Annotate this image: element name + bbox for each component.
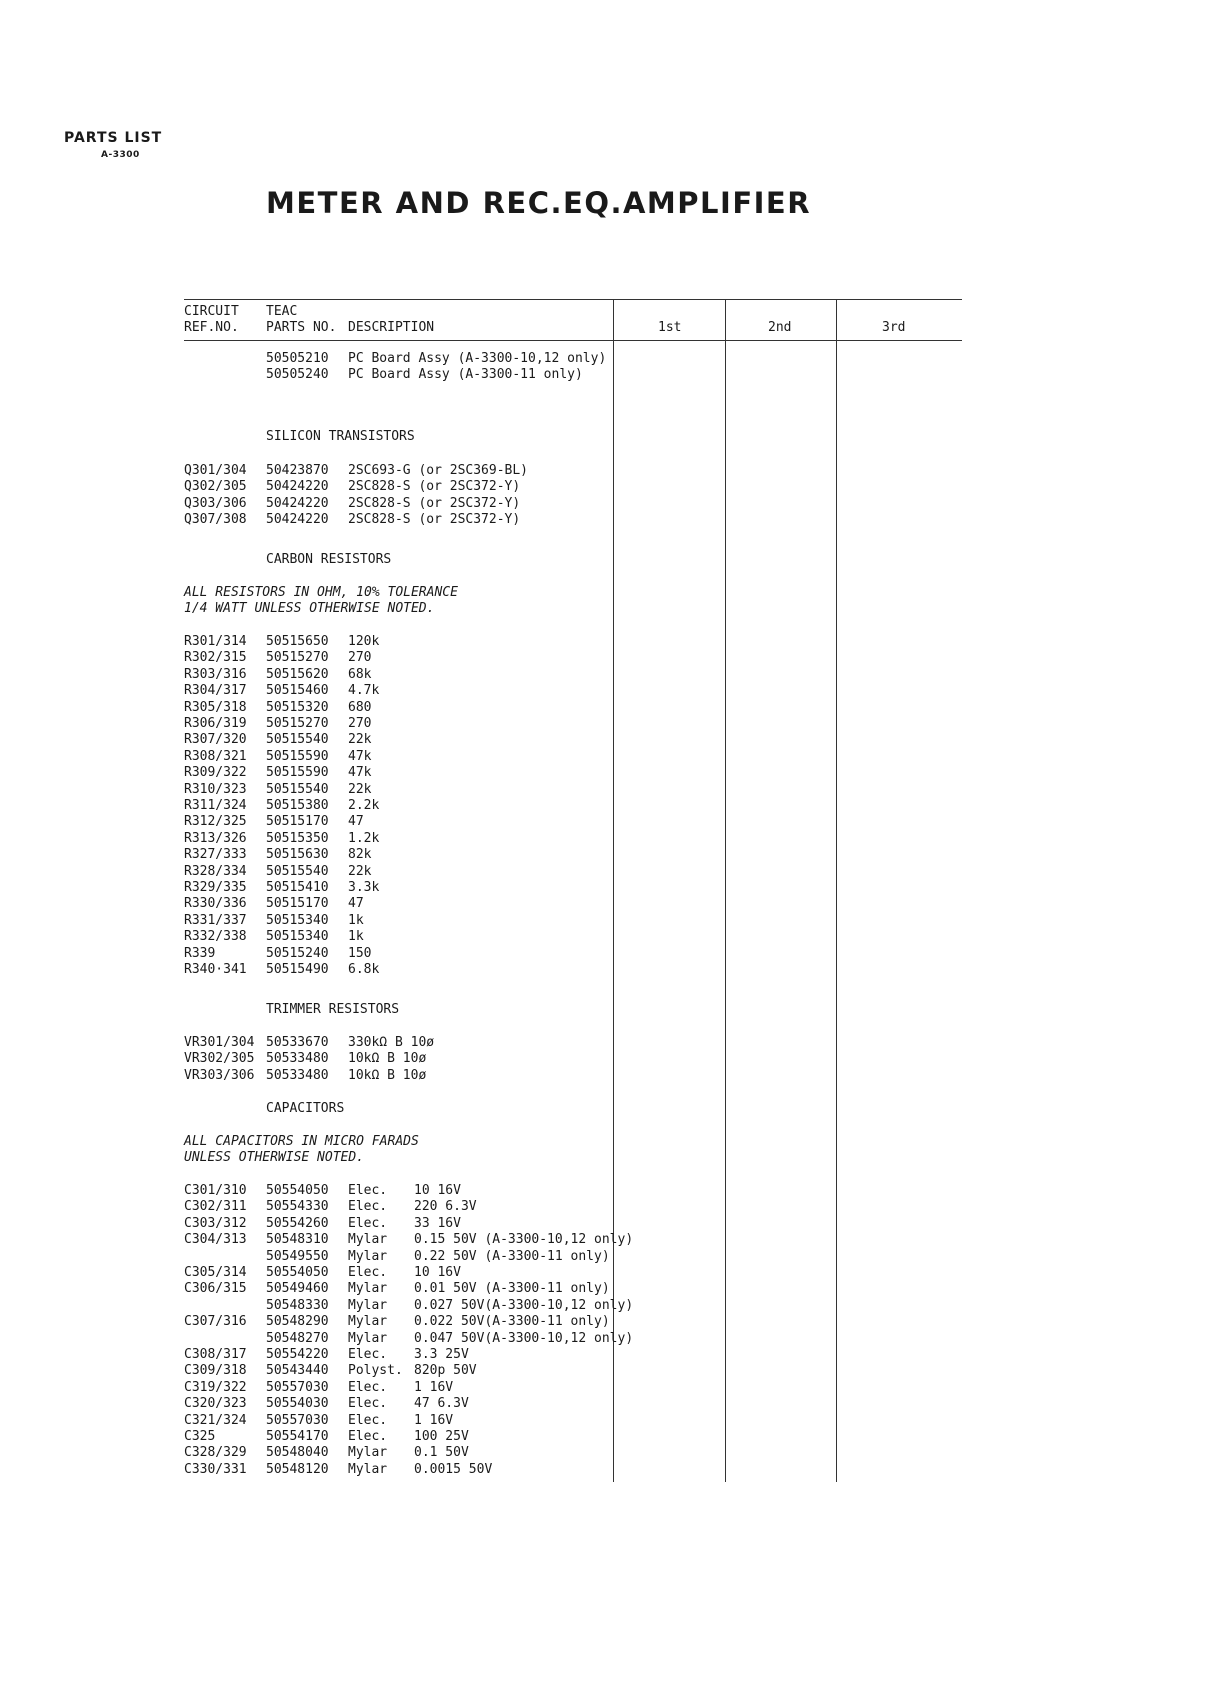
part-number: 50515590 bbox=[266, 765, 329, 781]
part-number: 50533480 bbox=[266, 1067, 329, 1083]
part-number: 50515590 bbox=[266, 748, 329, 764]
part-description: 1 16V bbox=[414, 1379, 454, 1395]
capacitor-type: Mylar bbox=[348, 1330, 388, 1346]
part-description: 270 bbox=[348, 716, 372, 731]
circuit-ref: R313/326 bbox=[184, 830, 247, 846]
capacitor-type: Mylar bbox=[348, 1232, 388, 1248]
part-number: 50505240 bbox=[266, 367, 329, 383]
part-description: 0.027 50V(A-3300-10,12 only) bbox=[414, 1297, 634, 1313]
part-description: 330kΩ B 10ø bbox=[348, 1035, 435, 1050]
col-description: DESCRIPTION bbox=[348, 320, 435, 335]
part-number: 50515460 bbox=[266, 683, 329, 699]
part-number: 50549460 bbox=[266, 1281, 329, 1297]
model-label: A-3300 bbox=[101, 150, 140, 160]
part-number: 50423870 bbox=[266, 463, 329, 478]
part-number: 50515490 bbox=[266, 962, 329, 977]
part-description: PC Board Assy (A-3300-10,12 only) bbox=[348, 351, 607, 366]
circuit-ref: R304/317 bbox=[184, 683, 247, 699]
part-description: 0.0015 50V bbox=[414, 1461, 493, 1477]
part-number: 50548120 bbox=[266, 1461, 329, 1477]
circuit-ref: R302/315 bbox=[184, 650, 247, 666]
part-description: 2SC828-S (or 2SC372-Y) bbox=[348, 512, 521, 528]
capacitor-type: Mylar bbox=[348, 1281, 388, 1297]
circuit-ref: R332/338 bbox=[184, 929, 247, 945]
part-description: 2SC693-G (or 2SC369-BL) bbox=[348, 463, 529, 478]
part-number: 50554170 bbox=[266, 1429, 329, 1444]
part-number: 50515270 bbox=[266, 650, 329, 666]
part-description: 2SC828-S (or 2SC372-Y) bbox=[348, 495, 521, 511]
parts-list-label: PARTS LIST bbox=[64, 130, 163, 146]
part-number: 50515320 bbox=[266, 699, 329, 715]
part-description: 270 bbox=[348, 650, 372, 666]
capacitor-type: Mylar bbox=[348, 1297, 388, 1313]
part-number: 50424220 bbox=[266, 495, 329, 511]
part-number: 50548040 bbox=[266, 1445, 329, 1461]
part-number: 50424220 bbox=[266, 512, 329, 528]
capacitor-type: Mylar bbox=[348, 1314, 388, 1330]
circuit-ref: C301/310 bbox=[184, 1183, 247, 1198]
circuit-ref: Q301/304 bbox=[184, 463, 247, 478]
part-description: 22k bbox=[348, 863, 372, 879]
circuit-ref: R306/319 bbox=[184, 716, 247, 731]
circuit-ref: C302/311 bbox=[184, 1199, 247, 1215]
capacitor-type: Elec. bbox=[348, 1396, 388, 1412]
part-number: 50554050 bbox=[266, 1265, 329, 1280]
circuit-ref: C319/322 bbox=[184, 1379, 247, 1395]
section-heading-carbon-resistors: CARBON RESISTORS bbox=[266, 552, 392, 567]
circuit-ref: R305/318 bbox=[184, 699, 247, 715]
part-number: 50515340 bbox=[266, 912, 329, 928]
part-description: 1 16V bbox=[414, 1412, 454, 1428]
part-description: 3.3k bbox=[348, 880, 380, 895]
circuit-ref: R307/320 bbox=[184, 732, 247, 748]
circuit-ref: C303/312 bbox=[184, 1215, 247, 1231]
circuit-ref: C304/313 bbox=[184, 1232, 247, 1248]
part-number: 50515240 bbox=[266, 945, 329, 961]
part-number: 50505210 bbox=[266, 351, 329, 366]
part-description: 33 16V bbox=[414, 1215, 461, 1231]
part-description: 120k bbox=[348, 634, 380, 649]
section-note: UNLESS OTHERWISE NOTED. bbox=[184, 1150, 365, 1165]
part-number: 50557030 bbox=[266, 1379, 329, 1395]
circuit-ref: R330/336 bbox=[184, 896, 247, 912]
part-number: 50548270 bbox=[266, 1330, 329, 1346]
circuit-ref: C308/317 bbox=[184, 1347, 247, 1362]
capacitor-type: Elec. bbox=[348, 1215, 388, 1231]
col-divider-3rd bbox=[836, 300, 837, 1482]
circuit-ref: VR301/304 bbox=[184, 1035, 255, 1050]
circuit-ref: R328/334 bbox=[184, 863, 247, 879]
circuit-ref: C309/318 bbox=[184, 1363, 247, 1379]
part-description: 0.01 50V (A-3300-11 only) bbox=[414, 1281, 610, 1297]
part-description: 4.7k bbox=[348, 683, 380, 699]
circuit-ref: R309/322 bbox=[184, 765, 247, 781]
part-number: 50515380 bbox=[266, 798, 329, 813]
circuit-ref: R312/325 bbox=[184, 814, 247, 830]
part-number: 50554220 bbox=[266, 1347, 329, 1362]
circuit-ref: R327/333 bbox=[184, 847, 247, 863]
section-heading-transistors: SILICON TRANSISTORS bbox=[266, 429, 415, 444]
part-description: 47 bbox=[348, 814, 364, 830]
page-title: METER AND REC.EQ.AMPLIFIER bbox=[266, 186, 812, 220]
part-number: 50515540 bbox=[266, 781, 329, 797]
circuit-ref: C320/323 bbox=[184, 1396, 247, 1412]
section-note: ALL CAPACITORS IN MICRO FARADS bbox=[184, 1134, 419, 1149]
table-top-rule bbox=[184, 299, 962, 300]
col-circuit-line2: REF.NO. bbox=[184, 320, 239, 335]
part-description: PC Board Assy (A-3300-11 only) bbox=[348, 367, 583, 383]
circuit-ref: C328/329 bbox=[184, 1445, 247, 1461]
part-number: 50515620 bbox=[266, 666, 329, 682]
part-description: 0.15 50V (A-3300-10,12 only) bbox=[414, 1232, 634, 1248]
circuit-ref: Q302/305 bbox=[184, 479, 247, 495]
part-description: 0.022 50V(A-3300-11 only) bbox=[414, 1314, 610, 1330]
part-number: 50515170 bbox=[266, 896, 329, 912]
col-3rd: 3rd bbox=[882, 320, 906, 335]
circuit-ref: C330/331 bbox=[184, 1461, 247, 1477]
circuit-ref: R301/314 bbox=[184, 634, 247, 649]
part-description: 820p 50V bbox=[414, 1363, 477, 1379]
circuit-ref: R339 bbox=[184, 945, 216, 961]
section-heading-capacitors: CAPACITORS bbox=[266, 1101, 345, 1116]
part-number: 50515650 bbox=[266, 634, 329, 649]
part-number: 50424220 bbox=[266, 479, 329, 495]
circuit-ref: C307/316 bbox=[184, 1314, 247, 1330]
col-divider-2nd bbox=[725, 300, 726, 1482]
circuit-ref: Q307/308 bbox=[184, 512, 247, 528]
part-number: 50548330 bbox=[266, 1297, 329, 1313]
section-note: 1/4 WATT UNLESS OTHERWISE NOTED. bbox=[184, 601, 435, 616]
capacitor-type: Polyst. bbox=[348, 1363, 403, 1379]
part-number: 50548310 bbox=[266, 1232, 329, 1248]
part-description: 10 16V bbox=[414, 1265, 461, 1280]
part-description: 100 25V bbox=[414, 1429, 469, 1444]
part-number: 50515630 bbox=[266, 847, 329, 863]
capacitor-type: Elec. bbox=[348, 1265, 388, 1280]
part-number: 50554030 bbox=[266, 1396, 329, 1412]
capacitor-type: Elec. bbox=[348, 1412, 388, 1428]
part-description: 1k bbox=[348, 912, 364, 928]
capacitor-type: Elec. bbox=[348, 1429, 388, 1444]
part-description: 6.8k bbox=[348, 962, 380, 977]
part-number: 50533670 bbox=[266, 1035, 329, 1050]
part-number: 50515540 bbox=[266, 732, 329, 748]
part-description: 47k bbox=[348, 765, 372, 781]
capacitor-type: Mylar bbox=[348, 1248, 388, 1264]
part-description: 150 bbox=[348, 945, 372, 961]
part-number: 50554050 bbox=[266, 1183, 329, 1198]
circuit-ref: C306/315 bbox=[184, 1281, 247, 1297]
capacitor-type: Mylar bbox=[348, 1461, 388, 1477]
part-number: 50554260 bbox=[266, 1215, 329, 1231]
circuit-ref: R311/324 bbox=[184, 798, 247, 813]
table-header-rule bbox=[184, 340, 962, 341]
part-description: 47k bbox=[348, 748, 372, 764]
part-number: 50533480 bbox=[266, 1051, 329, 1067]
part-description: 47 6.3V bbox=[414, 1396, 469, 1412]
part-description: 68k bbox=[348, 666, 372, 682]
capacitor-type: Elec. bbox=[348, 1199, 388, 1215]
part-number: 50515170 bbox=[266, 814, 329, 830]
part-number: 50515340 bbox=[266, 929, 329, 945]
circuit-ref: C305/314 bbox=[184, 1265, 247, 1280]
circuit-ref: R308/321 bbox=[184, 748, 247, 764]
part-description: 22k bbox=[348, 781, 372, 797]
part-description: 47 bbox=[348, 896, 364, 912]
circuit-ref: R303/316 bbox=[184, 666, 247, 682]
circuit-ref: C325 bbox=[184, 1429, 216, 1444]
capacitor-type: Elec. bbox=[348, 1347, 388, 1362]
part-description: 220 6.3V bbox=[414, 1199, 477, 1215]
part-description: 10 16V bbox=[414, 1183, 461, 1198]
circuit-ref: Q303/306 bbox=[184, 495, 247, 511]
part-number: 50515410 bbox=[266, 880, 329, 895]
part-description: 2.2k bbox=[348, 798, 380, 813]
circuit-ref: R329/335 bbox=[184, 880, 247, 895]
part-description: 0.22 50V (A-3300-11 only) bbox=[414, 1248, 610, 1264]
circuit-ref: VR303/306 bbox=[184, 1067, 255, 1083]
part-description: 2SC828-S (or 2SC372-Y) bbox=[348, 479, 521, 495]
circuit-ref: R331/337 bbox=[184, 912, 247, 928]
part-number: 50549550 bbox=[266, 1248, 329, 1264]
capacitor-type: Mylar bbox=[348, 1445, 388, 1461]
part-description: 10kΩ B 10ø bbox=[348, 1051, 427, 1067]
circuit-ref: VR302/305 bbox=[184, 1051, 255, 1067]
part-description: 3.3 25V bbox=[414, 1347, 469, 1362]
capacitor-type: Elec. bbox=[348, 1183, 388, 1198]
col-teac-line1: TEAC bbox=[266, 304, 298, 319]
capacitor-type: Elec. bbox=[348, 1379, 388, 1395]
section-note: ALL RESISTORS IN OHM, 10% TOLERANCE bbox=[184, 585, 458, 600]
part-description: 82k bbox=[348, 847, 372, 863]
part-number: 50554330 bbox=[266, 1199, 329, 1215]
part-description: 10kΩ B 10ø bbox=[348, 1067, 427, 1083]
part-number: 50548290 bbox=[266, 1314, 329, 1330]
circuit-ref: R340·341 bbox=[184, 962, 247, 977]
col-circuit-line1: CIRCUIT bbox=[184, 304, 239, 319]
part-description: 22k bbox=[348, 732, 372, 748]
circuit-ref: R310/323 bbox=[184, 781, 247, 797]
part-description: 680 bbox=[348, 699, 372, 715]
part-number: 50515270 bbox=[266, 716, 329, 731]
circuit-ref: C321/324 bbox=[184, 1412, 247, 1428]
part-description: 1.2k bbox=[348, 830, 380, 846]
part-description: 1k bbox=[348, 929, 364, 945]
part-number: 50515350 bbox=[266, 830, 329, 846]
section-heading-trimmer-resistors: TRIMMER RESISTORS bbox=[266, 1002, 400, 1017]
col-2nd: 2nd bbox=[768, 320, 792, 335]
part-number: 50515540 bbox=[266, 863, 329, 879]
col-1st: 1st bbox=[658, 320, 682, 335]
part-number: 50543440 bbox=[266, 1363, 329, 1379]
part-description: 0.1 50V bbox=[414, 1445, 469, 1461]
col-teac-line2: PARTS NO. bbox=[266, 320, 337, 335]
part-description: 0.047 50V(A-3300-10,12 only) bbox=[414, 1330, 634, 1346]
part-number: 50557030 bbox=[266, 1412, 329, 1428]
